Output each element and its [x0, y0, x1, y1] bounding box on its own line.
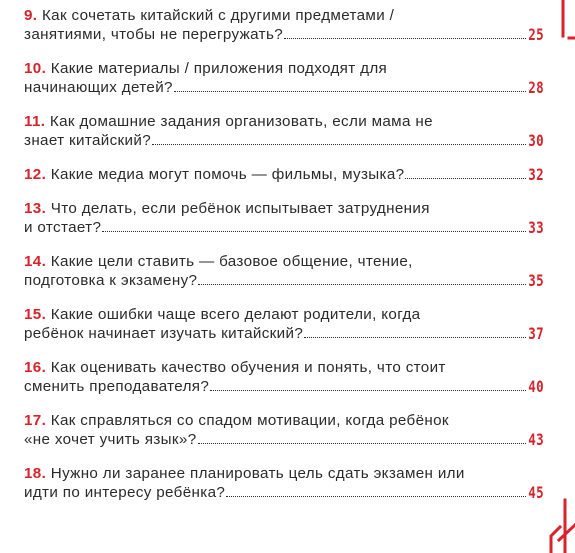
dot-leader [304, 337, 526, 338]
page-number: 45 [528, 483, 544, 502]
entry-title-line1: Какие ошибки чаще всего делают родители, когда [50, 306, 421, 323]
page-number: 33 [528, 218, 544, 237]
entry-title-line1: Как оценивать качество обучения и понять, что стоит [50, 359, 446, 376]
entry-title-line2: ребёнок начинает изучать китайский? [24, 325, 304, 342]
entry-title-line2: и отстает? [24, 219, 102, 236]
dot-leader [284, 38, 526, 39]
entry-title-line1: Как сочетать китайский с другими предметами / [41, 7, 395, 24]
toc-entry-11[interactable] [24, 112, 544, 150]
entry-title-line2: «не хочет учить язык»? [24, 431, 197, 448]
entry-title-line1: Что делать, если ребёнок испытывает затруднения [50, 200, 430, 217]
page-number: 40 [528, 377, 544, 396]
toc-entry-12[interactable] [24, 165, 544, 184]
entry-title-line2: начинающих детей? [24, 79, 173, 96]
entry-title-line2: занятиями, чтобы не перегружать? [24, 26, 284, 43]
entry-number: 14. [24, 253, 47, 270]
dot-leader [198, 443, 527, 444]
entry-number: 18. [24, 465, 47, 482]
dot-leader [174, 91, 526, 92]
page-number: 25 [528, 25, 544, 44]
entry-number: 12. [24, 166, 47, 183]
page-number: 43 [528, 430, 544, 449]
toc-entry-9[interactable] [24, 6, 544, 44]
dot-leader [226, 496, 526, 497]
table-of-contents [24, 6, 544, 517]
page-number: 28 [528, 78, 544, 97]
entry-title-line1: Как справляться со спадом мотивации, когда ребёнок [50, 412, 449, 429]
toc-entry-13[interactable] [24, 199, 544, 237]
dot-leader [198, 284, 526, 285]
entry-title-line2: Какие медиа могут помочь — фильмы, музыка? [50, 166, 405, 183]
toc-entry-18[interactable] [24, 464, 544, 502]
entry-number: 10. [24, 60, 47, 77]
dot-leader [405, 178, 526, 179]
toc-entry-14[interactable] [24, 252, 544, 290]
entry-title-line1: Нужно ли заранее планировать цель сдать экзамен или [50, 465, 465, 482]
entry-title-line1: Как домашние задания организовать, если мама не [49, 113, 433, 130]
entry-title-line2: сменить преподавателя? [24, 378, 210, 395]
page-number: 35 [528, 271, 544, 290]
entry-title-line2: знает китайский? [24, 132, 152, 149]
entry-number: 16. [24, 359, 47, 376]
toc-entry-16[interactable] [24, 358, 544, 396]
dot-leader [152, 144, 526, 145]
entry-number: 15. [24, 306, 47, 323]
entry-number: 17. [24, 412, 47, 429]
entry-number: 13. [24, 200, 47, 217]
page-number: 30 [528, 131, 544, 150]
entry-title-line2: подготовка к экзамену? [24, 272, 198, 289]
entry-title-line2: идти по интересу ребёнка? [24, 484, 226, 501]
toc-entry-17[interactable] [24, 411, 544, 449]
toc-entry-10[interactable] [24, 59, 544, 97]
entry-title-line1: Какие цели ставить — базовое общение, чтение, [50, 253, 413, 270]
page-number: 32 [528, 165, 544, 184]
dot-leader [210, 390, 526, 391]
entry-number: 9. [24, 7, 38, 24]
page-number: 37 [528, 324, 544, 343]
toc-entry-15[interactable] [24, 305, 544, 343]
entry-number: 11. [24, 113, 46, 130]
dot-leader [102, 231, 526, 232]
entry-title-line1: Какие материалы / приложения подходят для [50, 60, 388, 77]
